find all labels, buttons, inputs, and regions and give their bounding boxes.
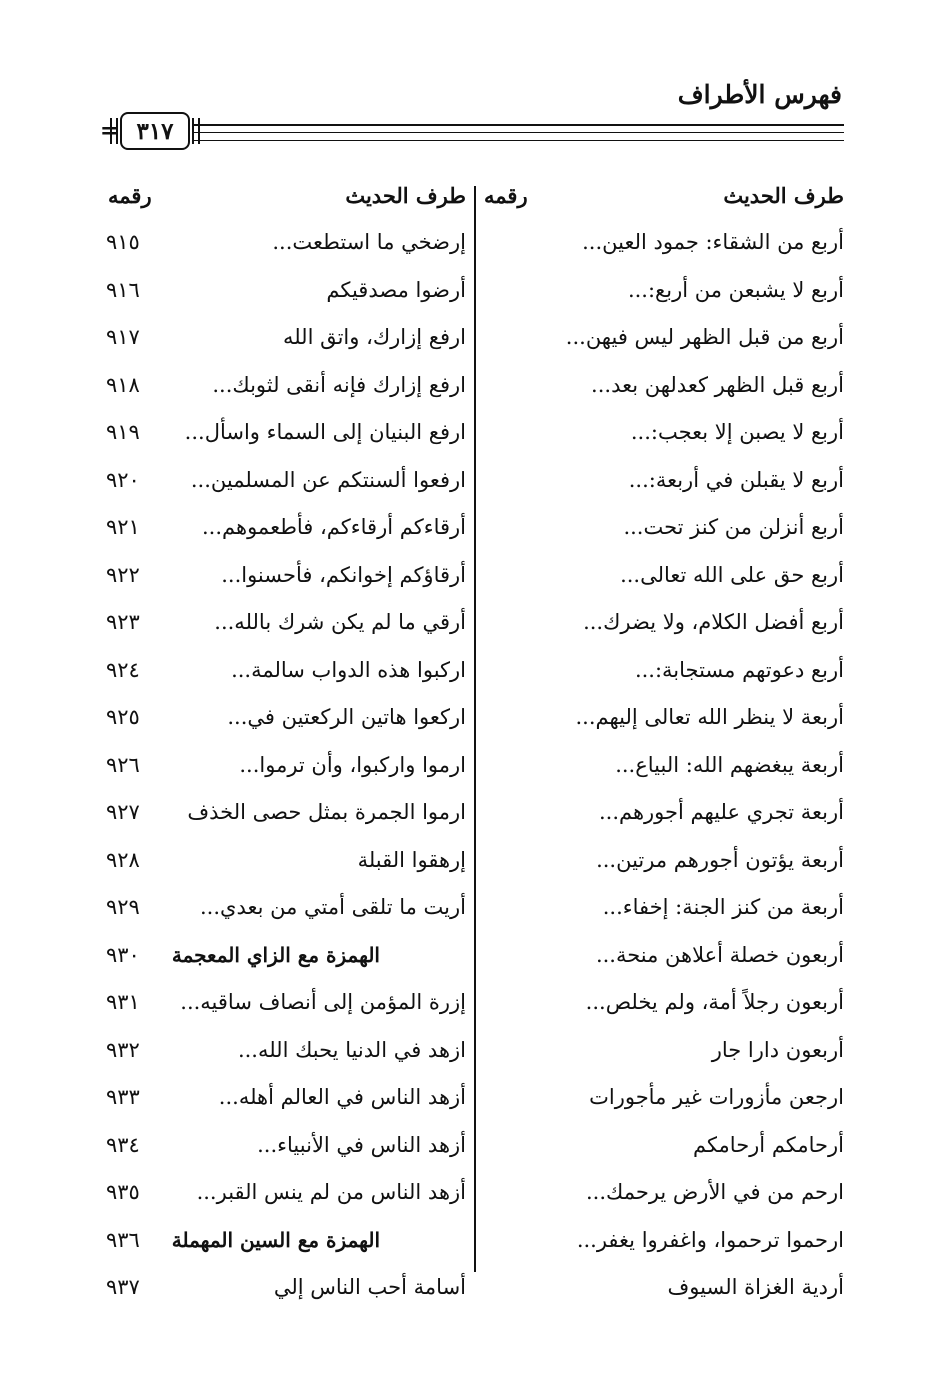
hadith-incipit: أربعة لا ينظر الله تعالى إليهم... [575, 705, 844, 729]
index-entry [86, 1168, 466, 1216]
page-title: فهرس الأطراف [677, 80, 842, 109]
index-entry [86, 503, 466, 551]
hadith-incipit: أزهد الناس في الأنبياء... [257, 1132, 466, 1157]
hadith-incipit: أربع أفضل الكلام، ولا يضرك... [583, 610, 844, 634]
index-entry [86, 1073, 466, 1121]
hadith-incipit: أربعة من كنز الجنة: إخفاء... [602, 895, 844, 919]
hadith-number: ٩٣٣ [106, 1085, 140, 1109]
hadith-number: ٩٣٢ [106, 1037, 140, 1062]
hadith-incipit: ارفع إزارك، واتق الله [282, 325, 466, 349]
hadith-number: ٩٢٩ [106, 895, 140, 919]
hadith-incipit: أربع لا يصبن إلا بعجب:... [630, 420, 844, 444]
hadith-incipit: أربعون خصلة أعلاهن منحة... [595, 942, 844, 967]
hadith-incipit: ارجعن مأزورات غير مأجورات [589, 1085, 844, 1109]
page-number: ٣١٧ [136, 117, 174, 145]
hadith-number: ٩٢١ [106, 515, 140, 539]
hadith-number: ٩٣٠ [106, 942, 140, 967]
column-header-number-right: رقمه [484, 183, 528, 208]
hadith-incipit: أزهد الناس في العالم أهله... [218, 1085, 466, 1109]
hadith-incipit: أرضوا مصدقيكم [326, 277, 466, 302]
hadith-incipit: أربعون دارا جار [711, 1037, 844, 1062]
column-header-text-left: طرف الحديث [345, 183, 466, 208]
hadith-number: ٩٢٤ [106, 657, 140, 682]
hadith-number: ٩٣٤ [106, 1132, 140, 1157]
hadith-number: ٩٢٠ [106, 467, 140, 492]
hadith-incipit: أرقاؤكم إخوانكم، فأحسنوا... [221, 562, 466, 587]
section-heading [86, 931, 466, 979]
hadith-incipit: ارموا الجمرة بمثل حصى الخذف [187, 800, 466, 824]
hadith-number: ٩٣٧ [106, 1275, 140, 1299]
hadith-number: ٩٢٣ [106, 610, 140, 634]
index-entry [86, 408, 466, 456]
header-rule [192, 132, 844, 133]
hadith-incipit: أرحامكم أرحامكم [692, 1132, 844, 1157]
hadith-incipit: أربع دعوتهم مستجابة:... [634, 657, 844, 682]
hadith-number: ٩٢٥ [106, 705, 140, 729]
index-entry [86, 218, 466, 266]
ornament-mark: = [100, 118, 119, 144]
hadith-incipit: أسامة أحب الناس إلي [273, 1275, 466, 1299]
hadith-number: ٩٢٢ [106, 562, 140, 587]
column-header-text-right: طرف الحديث [723, 183, 844, 208]
index-entry [86, 788, 466, 836]
hadith-incipit: أردية الغزاة السيوف [667, 1275, 844, 1299]
hadith-incipit: أربعة تجري عليهم أجورهم... [598, 800, 844, 824]
hadith-number: ٩١٦ [106, 277, 140, 302]
hadith-number: ٩٣٥ [106, 1180, 140, 1204]
hadith-incipit: أربع لا يشبعن من أربع:... [627, 277, 844, 302]
index-entry [86, 551, 466, 599]
hadith-incipit: أريت ما تلقى أمتي من بعدي... [199, 895, 466, 919]
hadith-incipit: أربع لا يقبلن في أربعة:... [628, 467, 844, 492]
header-rule [192, 124, 844, 126]
hadith-incipit: ارفع إزارك فإنه أنقى لثوبك... [212, 372, 466, 397]
hadith-incipit: اركعوا هاتين الركعتين في... [227, 705, 466, 729]
hadith-number: ٩٣١ [106, 990, 140, 1014]
hadith-incipit: ارحموا ترحموا، واغفروا يغفر... [576, 1227, 844, 1252]
hadith-incipit: أربع من قبل الظهر ليس فيهن... [565, 325, 844, 349]
index-entry [86, 741, 466, 789]
hadith-incipit: أربع حق على الله تعالى... [620, 562, 844, 587]
index-entry [86, 456, 466, 504]
hadith-incipit: إرهقوا القبلة [357, 847, 466, 872]
hadith-number: ٩٢٦ [106, 752, 140, 777]
index-entry [86, 1026, 466, 1074]
hadith-incipit: أرقاءكم أرقاءكم، فأطعموهم... [202, 515, 466, 539]
index-entry [86, 883, 466, 931]
hadith-incipit: أربع قبل الظهر كعدلهن بعد... [591, 372, 844, 397]
index-entry [86, 1263, 466, 1311]
section-heading-text: الهمزة مع الزاي المعجمة [171, 942, 380, 967]
hadith-incipit: أزهد الناس من لم ينس القبر... [196, 1180, 466, 1204]
hadith-incipit: ارفعوا ألسنتكم عن المسلمين... [190, 467, 466, 492]
header-rule [192, 140, 844, 141]
hadith-incipit: أربعة يؤتون أجورهم مرتين... [596, 847, 844, 872]
hadith-incipit: إرضخي ما استطعت... [272, 230, 466, 254]
hadith-number: ٩١٧ [106, 325, 140, 349]
hadith-incipit: أرقي ما لم يكن شرك بالله... [214, 610, 466, 634]
hadith-incipit: أربع أنزلن من كنز تحت... [623, 515, 844, 539]
section-heading-text: الهمزة مع السين المهملة [171, 1227, 380, 1252]
hadith-incipit: إزرة المؤمن إلى أنصاف ساقيه... [180, 990, 466, 1014]
index-entry [86, 646, 466, 694]
index-entry [86, 693, 466, 741]
index-entry [86, 266, 466, 314]
hadith-incipit: اركبوا هذه الدواب سالمة... [231, 657, 466, 682]
page-number-box [120, 112, 190, 150]
hadith-incipit: ازهد في الدنيا يحبك الله... [237, 1037, 466, 1062]
hadith-number: ٩٢٨ [106, 847, 140, 872]
index-entry [86, 598, 466, 646]
index-entry [86, 836, 466, 884]
hadith-number: ٩١٨ [106, 372, 140, 397]
index-entry [86, 1121, 466, 1169]
hadith-number: ٩٣٦ [106, 1227, 140, 1252]
index-entry [86, 313, 466, 361]
hadith-number: ٩١٥ [106, 230, 140, 254]
hadith-incipit: أربع من الشقاء: جمود العين... [582, 230, 844, 254]
hadith-incipit: أربعون رجلاً أمة، ولم يخلص... [585, 990, 844, 1014]
hadith-incipit: ارفع البنيان إلى السماء واسأل... [184, 420, 466, 444]
index-entry [86, 978, 466, 1026]
column-header-number-left: رقمه [108, 183, 152, 208]
hadith-incipit: أربعة يبغضهم الله: البياع... [615, 752, 844, 777]
hadith-incipit: ارموا واركبوا، وأن ترموا... [239, 752, 466, 777]
section-heading [86, 1216, 466, 1264]
hadith-incipit: ارحم من في الأرض يرحمك... [585, 1180, 844, 1204]
hadith-number: ٩١٩ [106, 420, 140, 444]
index-entry [86, 361, 466, 409]
hadith-number: ٩٢٧ [106, 800, 140, 824]
